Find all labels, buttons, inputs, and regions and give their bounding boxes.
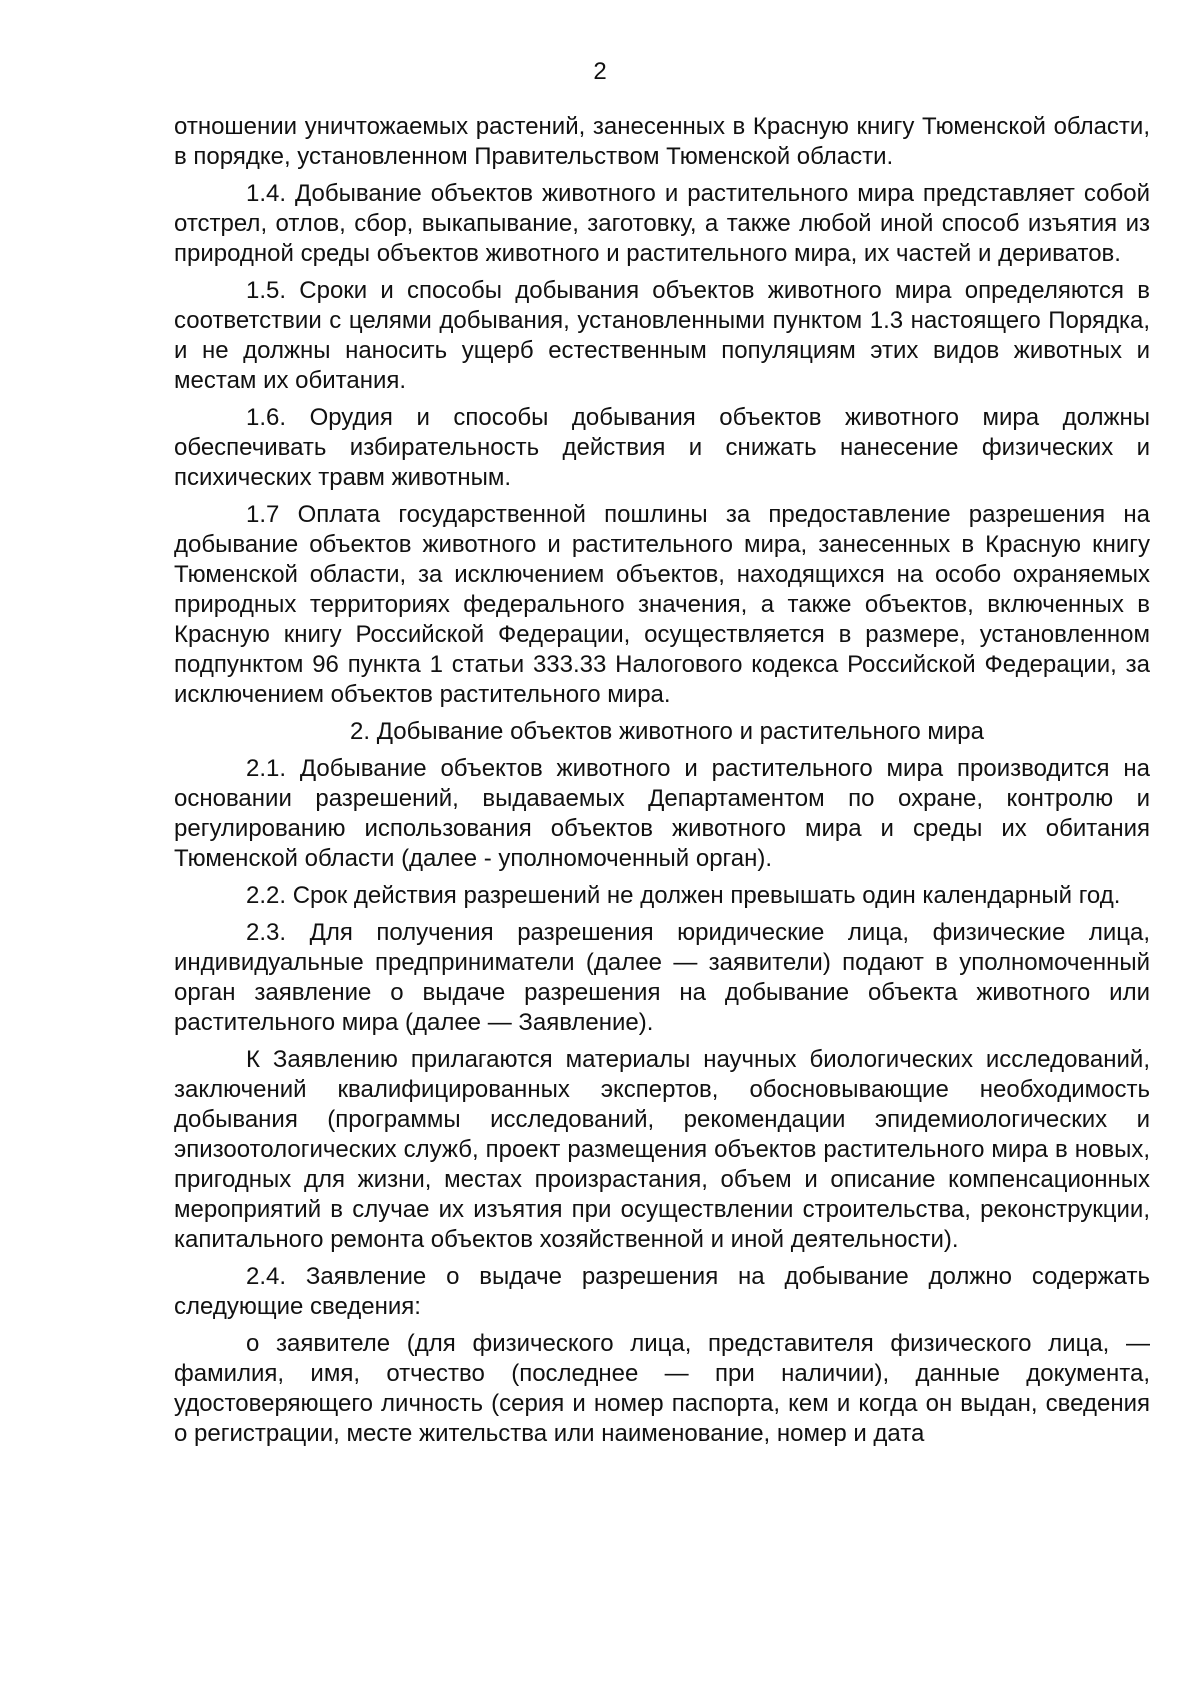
- paragraph-1-6: 1.6. Орудия и способы добывания объектов животного мира должны обеспечивать избирательность действия и снижать нанесение физических и психических травм животным.: [174, 404, 1150, 491]
- paragraph-1-5: 1.5. Сроки и способы добывания объектов животного мира определяются в соответствии с целями добывания, установленными пунктом 1.3 настоящего Порядка, и не должны наносить ущерб естественным популяциям этих видов животных и местам их обитания.: [174, 277, 1150, 394]
- paragraph-1-7: 1.7 Оплата государственной пошлины за предоставление разрешения на добывание объектов животного и растительного мира, занесенных в Красную книгу Тюменской области, за исключением объектов, находящихся на особо охраняемых природных территориях федерального значения, а также объектов, включенных в Красную книгу Российской Федерации, осуществляется в размере, установленном подпунктом 96 пункта 1 статьи 333.33 Налогового кодекса Российской Федерации, за исключением объектов растительного мира.: [174, 501, 1150, 708]
- paragraph-2-2: 2.2. Срок действия разрешений не должен превышать один календарный год.: [246, 882, 1121, 909]
- paragraph-applicant-info: о заявителе (для физического лица, представителя физического лица, — фамилия, имя, отчество (последнее — при наличии), данные документа, удостоверяющего личность (серия и номер паспорта, кем и когда он выдан, сведения о регистрации, месте жительства или наименование, номер и дата: [174, 1330, 1150, 1447]
- paragraph-2-3: 2.3. Для получения разрешения юридические лица, физические лица, индивидуальные предприниматели (далее — заявители) подают в уполномоченный орган заявление о выдаче разрешения на добывание объекта животного или растительного мира (далее — Заявление).: [174, 919, 1150, 1036]
- paragraph-attachments: К Заявлению прилагаются материалы научных биологических исследований, заключений квалифицированных экспертов, обосновывающие необходимость добывания (программы исследований, рекомендации эпидемиологических и эпизоотологических служб, проект размещения объектов растительного мира в новых, пригодных для жизни, местах произрастания, объем и описание компенсационных мероприятий в случае их изъятия при осуществлении строительства, реконструкции, капитального ремонта объектов хозяйственной и иной деятельности).: [174, 1046, 1150, 1253]
- page-number: 2: [593, 58, 607, 85]
- section-heading-2: 2. Добывание объектов животного и растительного мира: [350, 718, 984, 745]
- paragraph-2-4: 2.4. Заявление о выдаче разрешения на добывание должно содержать следующие сведения:: [174, 1263, 1150, 1320]
- paragraph-continuation: отношении уничтожаемых растений, занесенных в Красную книгу Тюменской области, в порядке, установленном Правительством Тюменской области.: [174, 113, 1150, 170]
- document-body: [174, 112, 1150, 1456]
- paragraph-1-4: 1.4. Добывание объектов животного и растительного мира представляет собой отстрел, отлов, сбор, выкапывание, заготовку, а также любой иной способ изъятия из природной среды объектов животного и растительного мира, их частей и дериватов.: [174, 180, 1150, 267]
- paragraph-2-1: 2.1. Добывание объектов животного и растительного мира производится на основании разрешений, выдаваемых Департаментом по охране, контролю и регулированию использования объектов животного мира и среды их обитания Тюменской области (далее - уполномоченный орган).: [174, 755, 1150, 872]
